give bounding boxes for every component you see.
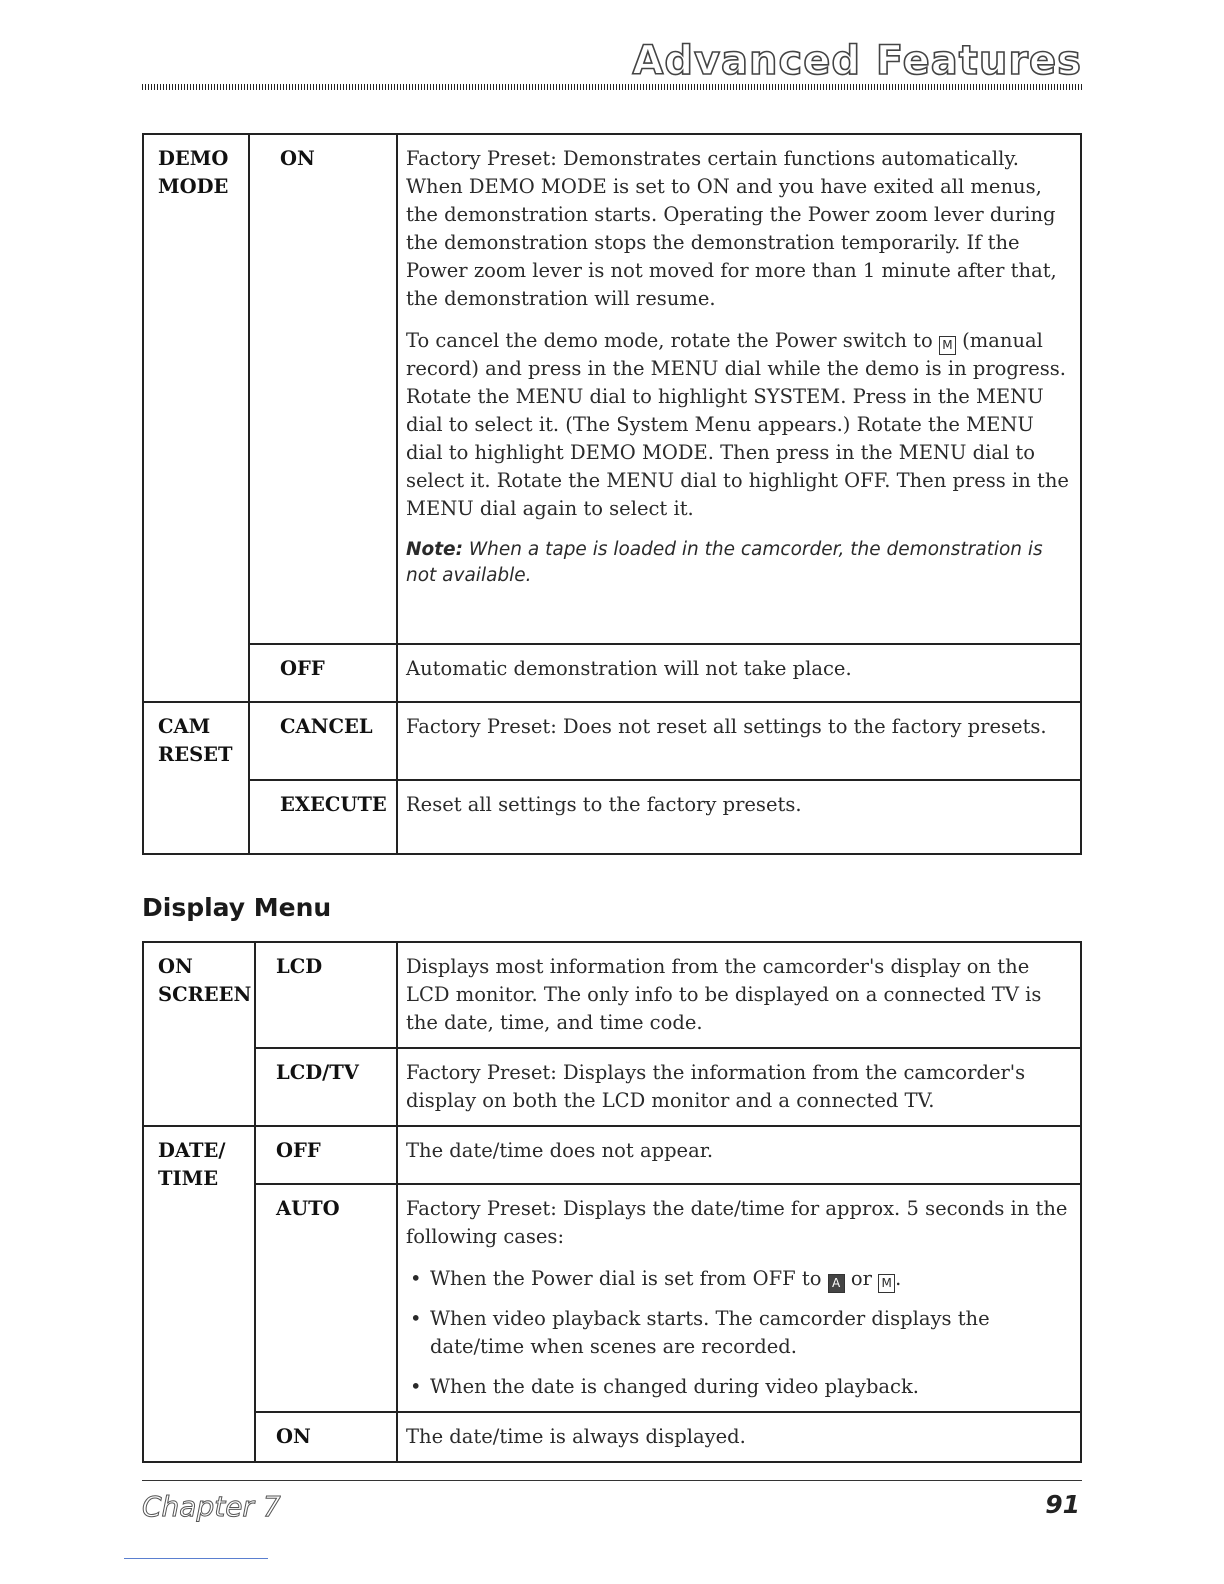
setting-option: OFF (255, 1126, 397, 1184)
setting-option: LCD (255, 942, 397, 1048)
menu-item-label: DATE/ TIME (143, 1126, 255, 1462)
setting-option: EXECUTE (249, 780, 397, 854)
page-header-title: Advanced Features (632, 38, 1082, 84)
setting-description: Displays most information from the camcorder's display on the LCD monitor. The only info to be displayed on a connected TV is the date, time, and time code. (397, 942, 1081, 1048)
table-row (143, 644, 1081, 702)
setting-option: ON (249, 134, 397, 644)
table-row (143, 1412, 1081, 1462)
list-item: • When video playback starts. The camcorder displays the date/time when scenes are recorded. (430, 1305, 1072, 1361)
auto-mode-icon: A (828, 1274, 845, 1293)
list-item: • When the Power dial is set from OFF to A or M . (430, 1265, 1072, 1293)
setting-option: AUTO (255, 1184, 397, 1412)
setting-description (397, 1184, 1081, 1412)
manual-record-icon: M (878, 1274, 895, 1293)
note-label: Note: (406, 539, 463, 560)
description-paragraph: Factory Preset: Displays the date/time for approx. 5 seconds in the following cases: (406, 1197, 1068, 1248)
note-text: When a tape is loaded in the camcorder, the demonstration is not available. (406, 539, 1043, 586)
table-row (143, 1126, 1081, 1184)
setting-description: Factory Preset: Displays the information from the camcorder's display on both the LCD monitor and a connected TV. (397, 1048, 1081, 1126)
setting-description: Factory Preset: Does not reset all settings to the factory presets. (397, 702, 1081, 780)
setting-description (397, 134, 1081, 644)
table-row (143, 1184, 1081, 1412)
header-rule (142, 84, 1082, 90)
description-paragraph: To cancel the demo mode, rotate the Power switch to M (manual record) and press in the MENU dial while the demo is in progress. Rotate the MENU dial to highlight SYSTEM. Press in the MENU dial to select it. (The System Menu appears.) Rotate the MENU dial to highlight DEMO MODE. Then press in the MENU dial to select it. Rotate the MENU dial to highlight OFF. Then press in the MENU dial again to select it. (406, 329, 1069, 520)
setting-description: The date/time is always displayed. (397, 1412, 1081, 1462)
menu-item-label: ON SCREEN (143, 942, 255, 1126)
footer-chapter: Chapter 7 (142, 1490, 281, 1523)
menu-item-label: DEMO MODE (143, 134, 249, 702)
table-row (143, 780, 1081, 854)
display-menu-table (142, 941, 1082, 1463)
setting-option: OFF (249, 644, 397, 702)
setting-description: Automatic demonstration will not take place. (397, 644, 1081, 702)
system-settings-table (142, 133, 1082, 855)
list-item: • When the date is changed during video playback. (430, 1373, 1072, 1401)
bottom-mark (124, 1558, 268, 1559)
setting-description: Reset all settings to the factory presets. (397, 780, 1081, 854)
setting-description: The date/time does not appear. (397, 1126, 1081, 1184)
table-row (143, 942, 1081, 1048)
note (406, 537, 1072, 589)
description-paragraph: Factory Preset: Demonstrates certain functions automatically. When DEMO MODE is set to ON and you have exited all menus, the demonstration starts. Operating the Power zoom lever during the demonstration stops the demonstration temporarily. If the Power zoom lever is not moved for more than 1 minute after that, the demonstration will resume. (406, 147, 1057, 310)
manual-record-icon: M (939, 336, 956, 355)
table-row (143, 134, 1081, 644)
bullet-list (406, 1265, 1072, 1401)
table-row (143, 702, 1081, 780)
setting-option: LCD/TV (255, 1048, 397, 1126)
footer-rule (142, 1480, 1082, 1481)
setting-option: CANCEL (249, 702, 397, 780)
page-number: 91 (1045, 1490, 1080, 1519)
setting-option: ON (255, 1412, 397, 1462)
table-row (143, 1048, 1081, 1126)
menu-item-label: CAM RESET (143, 702, 249, 854)
section-title: Display Menu (142, 893, 332, 922)
